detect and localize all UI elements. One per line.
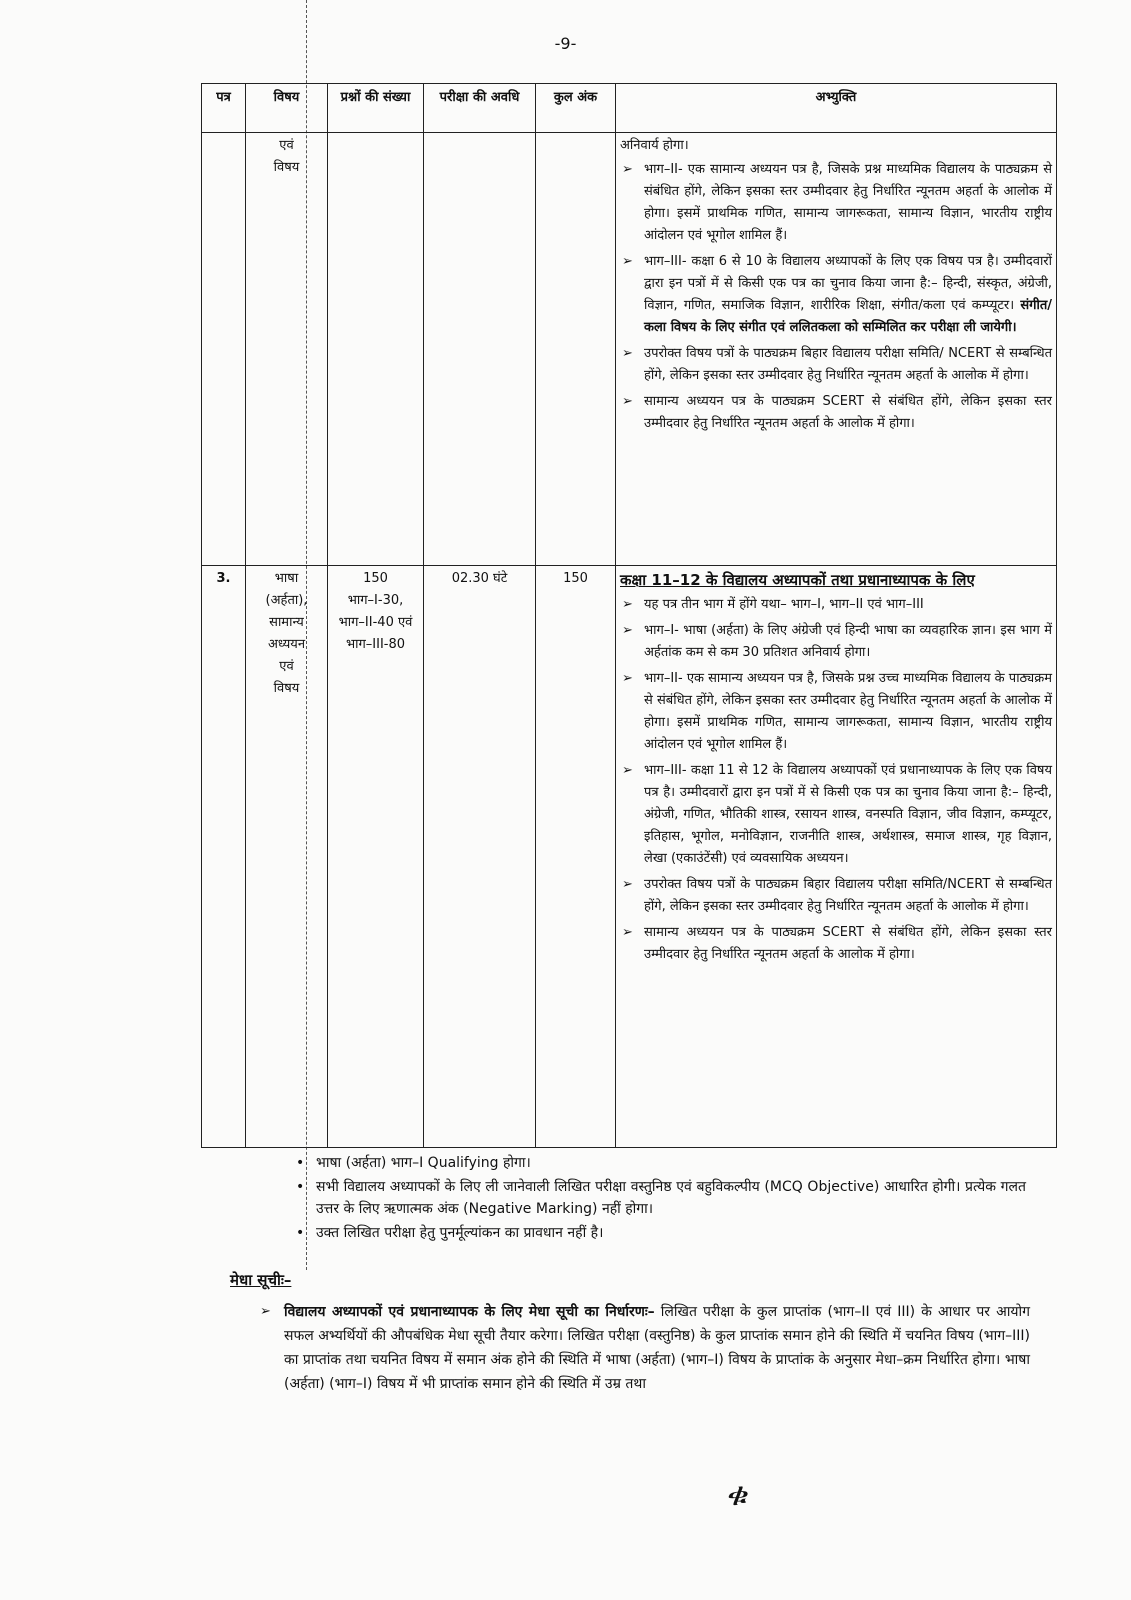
arrow-bullet-icon: ➢ bbox=[622, 623, 633, 638]
arrow-bullet-icon: ➢ bbox=[622, 671, 633, 686]
header-remarks: अभ्युक्ति bbox=[616, 84, 1057, 133]
bullet-dot-icon: • bbox=[296, 1179, 305, 1195]
table-row bbox=[202, 133, 1057, 566]
questions-cell bbox=[328, 566, 424, 1148]
list-item: ➢ भाग–II- एक सामान्य अध्ययन पत्र है, जिसके प्रश्न उच्च माध्यमिक विद्यालय के पाठ्यक्रम से संबंधित होंगे, लेकिन इसका स्तर उम्मीदवार हेतु निर्धारित न्यूनतम अहर्ता के आलोक में होगा। इसमें प्राथमिक गणित, सामान्य जागरूकता, सामान्य विज्ञान, भारतीय राष्ट्रीय आंदोलन एवं भूगोल शामिल हैं। bbox=[620, 668, 1052, 756]
remarks-heading: कक्षा 11–12 के विद्यालय अध्यापकों तथा प्रधानाध्यापक के लिए bbox=[620, 571, 975, 589]
questions-line: भाग–I-30, bbox=[347, 593, 404, 608]
list-item: ➢ सामान्य अध्ययन पत्र के पाठ्यक्रम SCERT से संबंधित होंगे, लेकिन इसका स्तर उम्मीदवार हेतु निर्धारित न्यूनतम अहर्ता के आलोक में होगा। bbox=[620, 922, 1052, 966]
bold-addendum: संगीत/कला विषय के लिए संगीत एवं ललितकला को सम्मिलित कर परीक्षा ली जायेगी। bbox=[644, 298, 1052, 335]
list-item: ➢ सामान्य अध्ययन पत्र के पाठ्यक्रम SCERT से संबंधित होंगे, लेकिन इसका स्तर उम्मीदवार हेतु निर्धारित न्यूनतम अहर्ता के आलोक में होगा। bbox=[620, 391, 1052, 435]
note-item: • भाषा (अर्हता) भाग–I Qualifying होगा। bbox=[296, 1152, 1026, 1174]
subject-cell bbox=[246, 133, 328, 566]
merit-section bbox=[258, 1298, 1030, 1400]
bullet-dot-icon: • bbox=[296, 1155, 305, 1171]
table-header-row bbox=[202, 84, 1057, 133]
syllabus-table bbox=[201, 83, 1057, 1148]
subject-line: विषय bbox=[273, 160, 300, 175]
remarks-cell bbox=[616, 133, 1057, 566]
merit-list-title: मेधा सूचीः– bbox=[230, 1271, 292, 1289]
paper-cell bbox=[202, 133, 246, 566]
list-item: ➢ भाग–II- एक सामान्य अध्ययन पत्र है, जिसके प्रश्न माध्यमिक विद्यालय के पाठ्यक्रम से संबंधित होंगे, लेकिन इसका स्तर उम्मीदवार हेतु निर्धारित न्यूनतम अहर्ता के आलोक में होगा। इसमें प्राथमिक गणित, सामान्य जागरूकता, सामान्य विज्ञान, भारतीय राष्ट्रीय आंदोलन एवं भूगोल शामिल हैं। bbox=[620, 159, 1052, 247]
header-duration: परीक्षा की अवधि bbox=[424, 84, 536, 133]
page-number: -9- bbox=[554, 34, 577, 53]
subject-line: अध्ययन bbox=[267, 637, 306, 652]
arrow-bullet-icon: ➢ bbox=[622, 877, 633, 892]
header-paper: पत्र bbox=[202, 84, 246, 133]
subject-line: विषय bbox=[273, 681, 300, 696]
arrow-bullet-icon: ➢ bbox=[622, 597, 633, 612]
merit-text: लिखित परीक्षा के कुल प्राप्तांक (भाग–II एवं III) के आधार पर आयोग सफल अभ्यर्थियों की औपबंधिक मेधा सूची तैयार करेगा। लिखित परीक्षा (वस्तुनिष्ठ) के कुल प्राप्तांक समान होने की स्थिति में चयनित विषय (भाग–III) का प्राप्तांक तथा चयनित विषय में समान अंक होने की स्थिति में भाषा (अर्हता) (भाग–I) विषय के प्राप्तांक के अनुसार मेधा–क्रम निर्धारित होगा। भाषा (अर्हता) (भाग–I) विषय में भी प्राप्तांक समान होने की स्थिति में उम्र तथा bbox=[284, 1304, 1031, 1392]
questions-line: भाग–III-80 bbox=[345, 637, 406, 652]
list-item: ➢ भाग–III- कक्षा 11 से 12 के विद्यालय अध्यापकों एवं प्रधानाध्यापक के लिए एक विषय पत्र है। उम्मीदवारों द्वारा इन पत्रों में से किसी एक पत्र का चुनाव किया जाना है:– हिन्दी, अंग्रेजी, गणित, भौतिकी शास्त्र, रसायन शास्त्र, वनस्पति विज्ञान, जीव विज्ञान, कम्प्यूटर, इतिहास, भूगोल, मनोविज्ञान, राजनीति शास्त्र, अर्थशास्त्र, समाज शास्त्र, गृह विज्ञान, लेखा (एकाउंटेंसी) एवं व्यवसायिक अध्ययन। bbox=[620, 760, 1052, 870]
bullet-dot-icon: • bbox=[296, 1225, 305, 1241]
questions-line: 150 bbox=[363, 571, 388, 586]
subject-line: एवं bbox=[279, 659, 294, 674]
note-item: • सभी विद्यालय अध्यापकों के लिए ली जानेवाली लिखित परीक्षा वस्तुनिष्ठ एवं बहुविकल्पीय (MCQ Objective) आधारित होगी। प्रत्येक गलत उत्तर के लिए ऋणात्मक अंक (Negative Marking) नहीं होगा। bbox=[296, 1176, 1026, 1220]
paper-cell: 3. bbox=[202, 566, 246, 1148]
questions-cell bbox=[328, 133, 424, 566]
header-questions: प्रश्नों की संख्या bbox=[328, 84, 424, 133]
note-item: • उक्त लिखित परीक्षा हेतु पुनर्मूल्यांकन का प्रावधान नहीं है। bbox=[296, 1222, 1026, 1244]
list-item: ➢ उपरोक्त विषय पत्रों के पाठ्यक्रम बिहार विद्यालय परीक्षा समिति/ NCERT से सम्बन्धित होंगे, लेकिन इसका स्तर उम्मीदवार हेतु निर्धारित न्यूनतम अहर्ता के आलोक में होगा। bbox=[620, 343, 1052, 387]
remarks-intro: अनिवार्य होगा। bbox=[620, 138, 689, 153]
subject-line: (अर्हता), bbox=[265, 593, 308, 608]
remarks-cell bbox=[616, 566, 1057, 1148]
subject-line: एवं bbox=[279, 138, 294, 153]
arrow-bullet-icon: ➢ bbox=[260, 1304, 271, 1319]
list-item: ➢ उपरोक्त विषय पत्रों के पाठ्यक्रम बिहार विद्यालय परीक्षा समिति/NCERT से सम्बन्धित होंगे, लेकिन इसका स्तर उम्मीदवार हेतु निर्धारित न्यूनतम अहर्ता के आलोक में होगा। bbox=[620, 874, 1052, 918]
arrow-bullet-icon: ➢ bbox=[622, 394, 633, 409]
marks-cell bbox=[536, 133, 616, 566]
merit-lead: विद्यालय अध्यापकों एवं प्रधानाध्यापक के लिए मेधा सूची का निर्धारणः– bbox=[284, 1304, 655, 1320]
header-marks: कुल अंक bbox=[536, 84, 616, 133]
arrow-bullet-icon: ➢ bbox=[622, 763, 633, 778]
list-item: ➢ भाग–I- भाषा (अर्हता) के लिए अंग्रेजी एवं हिन्दी भाषा का व्यवहारिक ज्ञान। इस भाग में अर्हतांक कम से कम 30 प्रतिशत अनिवार्य होगा। bbox=[620, 620, 1052, 664]
marks-cell: 150 bbox=[536, 566, 616, 1148]
subject-line: भाषा bbox=[274, 571, 299, 586]
list-item: ➢ यह पत्र तीन भाग में होंगे यथा– भाग–I, भाग–II एवं भाग–III bbox=[620, 594, 1052, 616]
subject-line: सामान्य bbox=[269, 615, 304, 630]
arrow-bullet-icon: ➢ bbox=[622, 254, 633, 269]
duration-cell bbox=[424, 133, 536, 566]
list-item: ➢ भाग–III- कक्षा 6 से 10 के विद्यालय अध्यापकों के लिए एक विषय पत्र है। उम्मीदवारों द्वारा इन पत्रों में से किसी एक पत्र का चुनाव किया जाना है:– हिन्दी, संस्कृत, अंग्रेजी, विज्ञान, गणित, समाजिक विज्ञान, शारीरिक शिक्षा, संगीत/कला एवं कम्प्यूटर। संगीत/कला विषय के लिए संगीत एवं ललितकला को सम्मिलित कर परीक्षा ली जायेगी। bbox=[620, 251, 1052, 339]
header-subject: विषय bbox=[246, 84, 328, 133]
arrow-bullet-icon: ➢ bbox=[622, 925, 633, 940]
table-row bbox=[202, 566, 1057, 1148]
arrow-bullet-icon: ➢ bbox=[622, 162, 633, 177]
signature-mark: ቁ bbox=[725, 1475, 747, 1513]
questions-line: भाग–II-40 एवं bbox=[338, 615, 413, 630]
notes-list bbox=[296, 1152, 1026, 1246]
subject-cell bbox=[246, 566, 328, 1148]
arrow-bullet-icon: ➢ bbox=[622, 346, 633, 361]
duration-cell: 02.30 घंटे bbox=[424, 566, 536, 1148]
list-item bbox=[258, 1300, 1030, 1396]
